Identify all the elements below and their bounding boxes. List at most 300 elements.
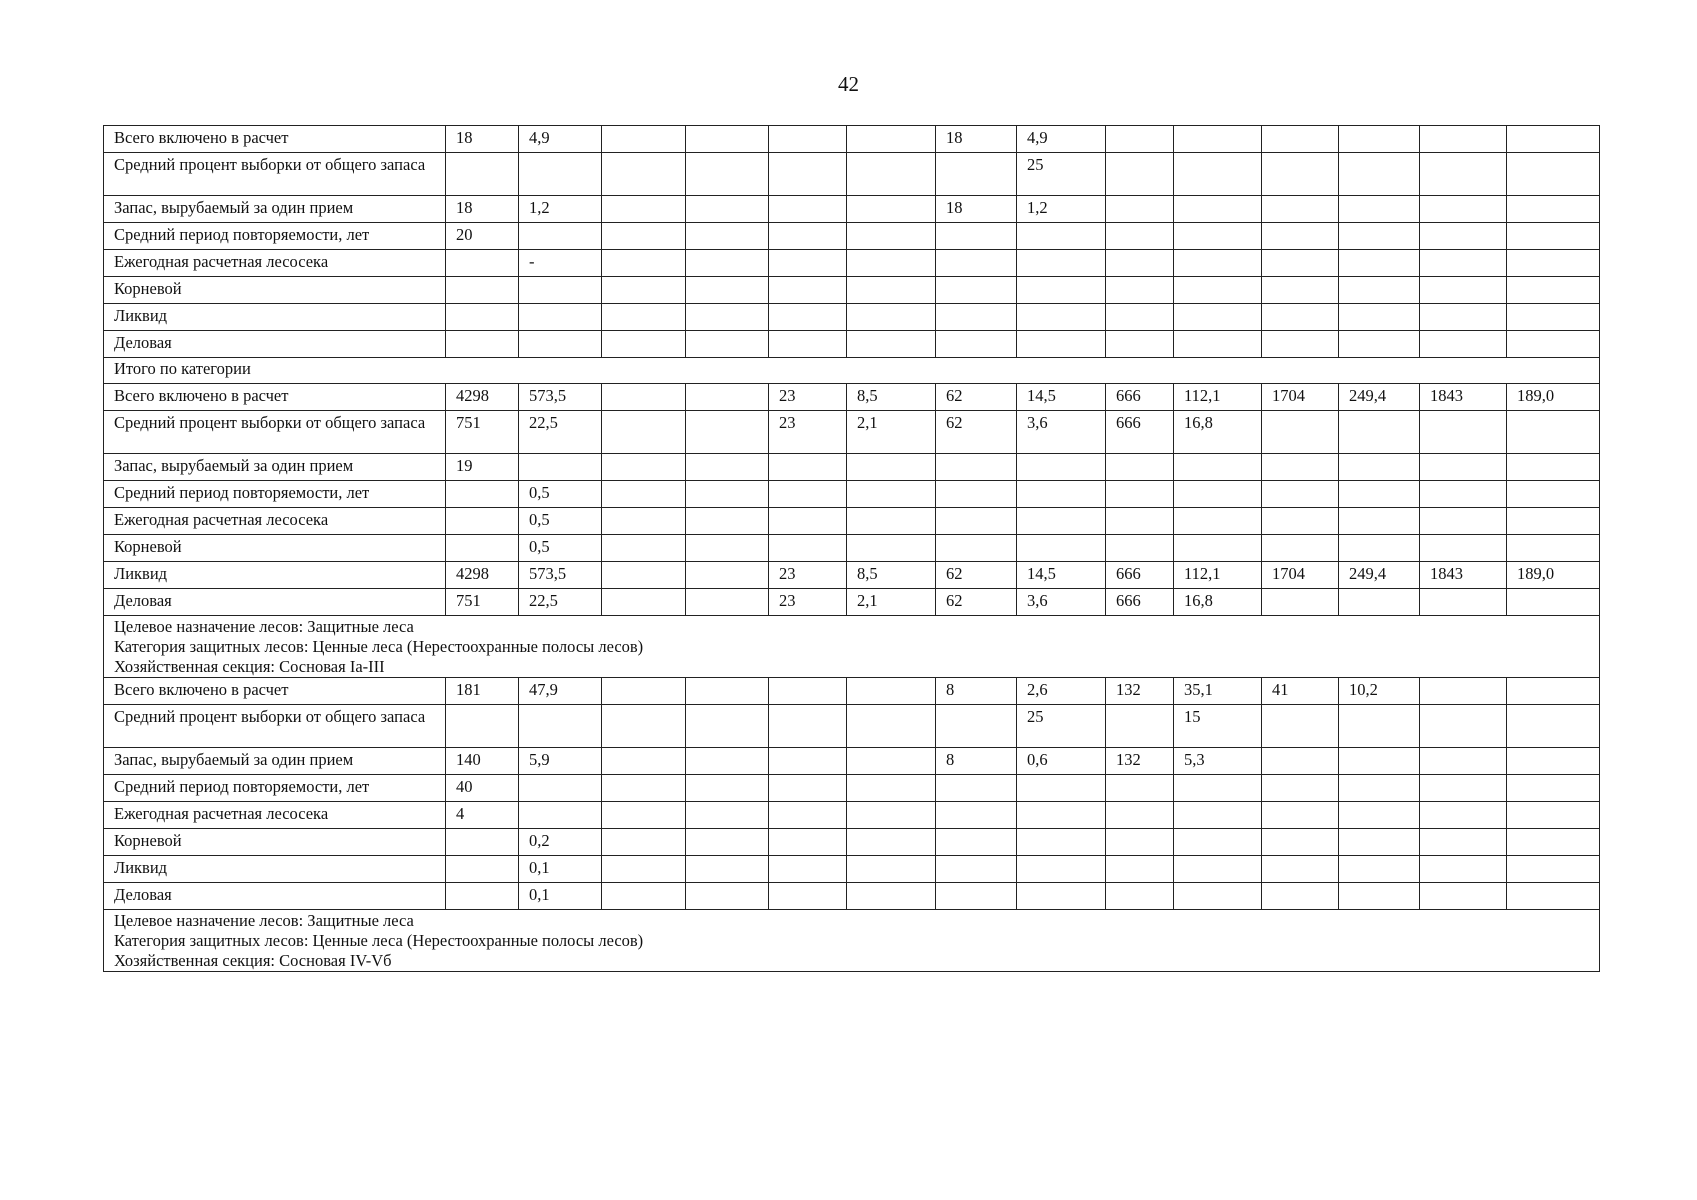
table-cell (1420, 856, 1507, 883)
table-cell (446, 705, 519, 748)
table-cell (1507, 535, 1600, 562)
section-header-line: Хозяйственная секция: Сосновая Ia-III (114, 657, 385, 676)
table-cell (1174, 223, 1262, 250)
table-cell: 62 (936, 562, 1017, 589)
table-cell: 0,2 (519, 829, 602, 856)
table-cell: 249,4 (1339, 384, 1420, 411)
table-cell (1106, 153, 1174, 196)
table-cell (1339, 705, 1420, 748)
table-cell (1507, 223, 1600, 250)
table-cell: 181 (446, 678, 519, 705)
table-cell (847, 454, 936, 481)
row-label: Ликвид (104, 562, 446, 589)
table-cell (602, 705, 686, 748)
table-cell: 0,1 (519, 883, 602, 910)
table-cell (1262, 277, 1339, 304)
row-label: Ежегодная расчетная лесосека (104, 508, 446, 535)
table-cell (1174, 277, 1262, 304)
table-cell: 573,5 (519, 562, 602, 589)
section-header-row (104, 910, 1600, 972)
table-cell (602, 126, 686, 153)
table-cell (686, 535, 769, 562)
table-cell: 22,5 (519, 589, 602, 616)
table-cell (1420, 802, 1507, 829)
table-cell (1262, 153, 1339, 196)
table-cell (1262, 196, 1339, 223)
table-cell (1106, 331, 1174, 358)
table-cell: 14,5 (1017, 384, 1106, 411)
table-cell (769, 196, 847, 223)
table-cell (1420, 883, 1507, 910)
section-header-cell (104, 616, 1600, 678)
table-cell (1262, 856, 1339, 883)
table-cell: 4,9 (519, 126, 602, 153)
table-cell (446, 856, 519, 883)
table-cell: 23 (769, 562, 847, 589)
table-cell (847, 748, 936, 775)
table-cell (1017, 250, 1106, 277)
table-cell (602, 748, 686, 775)
table-cell: 3,6 (1017, 589, 1106, 616)
table-cell (602, 454, 686, 481)
page-number: 42 (838, 72, 859, 96)
table-cell (1262, 883, 1339, 910)
row-label: Средний период повторяемости, лет (104, 481, 446, 508)
table-cell (602, 802, 686, 829)
table-cell (1420, 304, 1507, 331)
table-cell (602, 883, 686, 910)
table-cell (847, 829, 936, 856)
table-cell: 1,2 (1017, 196, 1106, 223)
section-header-cell (104, 358, 1600, 384)
table-cell (769, 277, 847, 304)
table-cell (602, 829, 686, 856)
table-row (104, 454, 1600, 481)
table-cell (847, 304, 936, 331)
table-cell (1262, 508, 1339, 535)
table-cell: 25 (1017, 705, 1106, 748)
table-cell (847, 802, 936, 829)
table-cell (936, 223, 1017, 250)
table-cell (769, 454, 847, 481)
table-cell (1017, 829, 1106, 856)
table-cell (936, 705, 1017, 748)
table-cell (1420, 411, 1507, 454)
table-cell (602, 304, 686, 331)
table-cell (1174, 481, 1262, 508)
table-row (104, 535, 1600, 562)
table-cell: 40 (446, 775, 519, 802)
table-cell: 0,5 (519, 481, 602, 508)
table-cell (769, 250, 847, 277)
table-cell: 666 (1106, 562, 1174, 589)
table-cell (686, 775, 769, 802)
table-cell (686, 304, 769, 331)
table-cell (1507, 775, 1600, 802)
table-cell: 1843 (1420, 384, 1507, 411)
table-cell (769, 508, 847, 535)
table-cell (686, 562, 769, 589)
table-cell: 18 (936, 126, 1017, 153)
table-cell (1106, 454, 1174, 481)
table-cell (519, 304, 602, 331)
table-cell: 666 (1106, 384, 1174, 411)
table-cell (847, 331, 936, 358)
table-cell (936, 856, 1017, 883)
table-cell (769, 535, 847, 562)
table-cell (519, 331, 602, 358)
row-label: Всего включено в расчет (104, 126, 446, 153)
section-header-row (104, 358, 1600, 384)
table-cell (1420, 250, 1507, 277)
table-cell: 249,4 (1339, 562, 1420, 589)
row-label: Всего включено в расчет (104, 678, 446, 705)
table-cell (1339, 775, 1420, 802)
table-row (104, 802, 1600, 829)
table-cell (847, 196, 936, 223)
table-cell: 4 (446, 802, 519, 829)
table-cell (602, 481, 686, 508)
table-cell: 1704 (1262, 384, 1339, 411)
table-cell (1507, 802, 1600, 829)
table-cell (769, 304, 847, 331)
table-row (104, 250, 1600, 277)
table-cell (847, 508, 936, 535)
table-cell (1420, 196, 1507, 223)
table-cell (686, 277, 769, 304)
table-cell (1507, 411, 1600, 454)
table-cell: 112,1 (1174, 562, 1262, 589)
table-cell (769, 829, 847, 856)
table-cell (936, 481, 1017, 508)
table-cell (1507, 589, 1600, 616)
table-cell (602, 678, 686, 705)
table-cell (1017, 883, 1106, 910)
table-row (104, 775, 1600, 802)
table-cell (1174, 196, 1262, 223)
table-cell (519, 454, 602, 481)
table-cell (1106, 856, 1174, 883)
table-cell (847, 705, 936, 748)
table-cell (1420, 508, 1507, 535)
row-label: Ликвид (104, 856, 446, 883)
table-cell (1017, 223, 1106, 250)
table-cell (1339, 250, 1420, 277)
table-cell (446, 153, 519, 196)
table-cell (1507, 856, 1600, 883)
table-cell (1339, 481, 1420, 508)
table-cell (1507, 126, 1600, 153)
table-cell (1262, 454, 1339, 481)
table-cell (686, 508, 769, 535)
table-cell (686, 126, 769, 153)
table-cell (769, 331, 847, 358)
row-label: Ежегодная расчетная лесосека (104, 802, 446, 829)
table-cell (1106, 705, 1174, 748)
table-cell (602, 384, 686, 411)
table-cell (1420, 454, 1507, 481)
table-cell (1174, 802, 1262, 829)
table-cell: 18 (936, 196, 1017, 223)
row-label: Корневой (104, 535, 446, 562)
row-label: Деловая (104, 589, 446, 616)
table-row (104, 705, 1600, 748)
table-row (104, 562, 1600, 589)
table-cell (936, 277, 1017, 304)
table-cell (1420, 748, 1507, 775)
table-cell (686, 196, 769, 223)
table-cell: 2,1 (847, 589, 936, 616)
table-cell (686, 883, 769, 910)
table-cell (936, 508, 1017, 535)
table-cell (847, 678, 936, 705)
table-cell (1262, 331, 1339, 358)
table-cell (1017, 856, 1106, 883)
table-cell (1017, 277, 1106, 304)
table-cell (1174, 153, 1262, 196)
table-cell: 4298 (446, 384, 519, 411)
table-cell: 35,1 (1174, 678, 1262, 705)
table-cell (519, 277, 602, 304)
table-cell (602, 277, 686, 304)
section-header-line: Хозяйственная секция: Сосновая IV-Vб (114, 951, 392, 970)
table-cell (936, 883, 1017, 910)
row-label: Деловая (104, 883, 446, 910)
table-row (104, 223, 1600, 250)
table-cell (602, 856, 686, 883)
table-cell (602, 775, 686, 802)
table-cell (1262, 589, 1339, 616)
table-cell: 189,0 (1507, 562, 1600, 589)
table-cell (446, 508, 519, 535)
table-cell: 112,1 (1174, 384, 1262, 411)
table-cell (1420, 829, 1507, 856)
table-cell (769, 481, 847, 508)
table-cell (1339, 856, 1420, 883)
table-cell (1262, 535, 1339, 562)
table-cell (1106, 196, 1174, 223)
section-header-line: Целевое назначение лесов: Защитные леса (114, 911, 414, 930)
table-cell (1106, 883, 1174, 910)
table-cell (1339, 589, 1420, 616)
table-cell (1174, 856, 1262, 883)
table-cell (686, 331, 769, 358)
table-row (104, 748, 1600, 775)
table-cell (1507, 153, 1600, 196)
table-cell (847, 883, 936, 910)
table-cell (602, 535, 686, 562)
table-row (104, 304, 1600, 331)
table-cell (1420, 678, 1507, 705)
table-cell: 23 (769, 589, 847, 616)
table-cell (1507, 748, 1600, 775)
table-cell (686, 705, 769, 748)
row-label: Средний процент выборки от общего запаса (104, 411, 446, 454)
table-cell (847, 126, 936, 153)
table-cell (1174, 775, 1262, 802)
table-cell: 4,9 (1017, 126, 1106, 153)
row-label: Деловая (104, 331, 446, 358)
table-cell (936, 153, 1017, 196)
row-label: Корневой (104, 277, 446, 304)
table-cell: 0,5 (519, 508, 602, 535)
table-cell: 5,3 (1174, 748, 1262, 775)
table-cell: 751 (446, 411, 519, 454)
table-cell (1507, 304, 1600, 331)
table-cell (1174, 454, 1262, 481)
table-cell (1339, 304, 1420, 331)
table-cell: 14,5 (1017, 562, 1106, 589)
table-cell (1262, 748, 1339, 775)
table-cell (847, 775, 936, 802)
table-cell (1339, 748, 1420, 775)
table-cell (1420, 223, 1507, 250)
table-cell (936, 454, 1017, 481)
row-label: Запас, вырубаемый за один прием (104, 454, 446, 481)
table-cell: 10,2 (1339, 678, 1420, 705)
table-cell (1507, 250, 1600, 277)
table-cell (686, 250, 769, 277)
table-cell: 5,9 (519, 748, 602, 775)
table-cell (1507, 454, 1600, 481)
table-cell: 8,5 (847, 384, 936, 411)
table-cell (1339, 411, 1420, 454)
table-cell (1262, 250, 1339, 277)
table-cell (847, 153, 936, 196)
table-cell (769, 748, 847, 775)
table-cell (1017, 535, 1106, 562)
table-cell (847, 535, 936, 562)
table-row (104, 829, 1600, 856)
table-cell (1017, 454, 1106, 481)
table-cell (1339, 535, 1420, 562)
table-cell: 666 (1106, 411, 1174, 454)
table-cell (936, 829, 1017, 856)
table-cell: 0,5 (519, 535, 602, 562)
table-cell (769, 223, 847, 250)
table-cell (769, 126, 847, 153)
table-cell: 23 (769, 384, 847, 411)
table-cell (1420, 153, 1507, 196)
table-cell (686, 454, 769, 481)
table-cell (769, 883, 847, 910)
table-cell (936, 304, 1017, 331)
table-cell: 0,1 (519, 856, 602, 883)
table-row (104, 856, 1600, 883)
table-row (104, 331, 1600, 358)
cutting-area-table (103, 125, 1600, 972)
table-cell (1174, 126, 1262, 153)
table-cell (1339, 196, 1420, 223)
table-cell: 62 (936, 411, 1017, 454)
row-label: Корневой (104, 829, 446, 856)
table-cell (1420, 705, 1507, 748)
table-cell (1106, 304, 1174, 331)
table-cell (1420, 481, 1507, 508)
table-cell (1017, 775, 1106, 802)
table-cell (602, 411, 686, 454)
table-cell (1339, 802, 1420, 829)
table-cell (1507, 678, 1600, 705)
table-cell (686, 829, 769, 856)
table-cell (1262, 705, 1339, 748)
table-cell (1262, 223, 1339, 250)
row-label: Ежегодная расчетная лесосека (104, 250, 446, 277)
table-cell (1339, 331, 1420, 358)
table-cell (1339, 829, 1420, 856)
table-row (104, 126, 1600, 153)
table-cell (686, 678, 769, 705)
table-row (104, 384, 1600, 411)
table-cell (519, 705, 602, 748)
table-cell: 62 (936, 384, 1017, 411)
row-label: Ликвид (104, 304, 446, 331)
table-cell (1507, 705, 1600, 748)
table-cell (1262, 829, 1339, 856)
table-cell (1339, 223, 1420, 250)
table-cell: 3,6 (1017, 411, 1106, 454)
table-cell: 19 (446, 454, 519, 481)
table-cell (1339, 883, 1420, 910)
table-cell (686, 384, 769, 411)
table-cell: 2,6 (1017, 678, 1106, 705)
table-row (104, 196, 1600, 223)
table-cell (1507, 883, 1600, 910)
table-cell (936, 775, 1017, 802)
table-cell: 751 (446, 589, 519, 616)
table-cell (1262, 802, 1339, 829)
table-cell (847, 856, 936, 883)
table-cell (1420, 331, 1507, 358)
table-cell (1174, 883, 1262, 910)
table-cell (1106, 802, 1174, 829)
table-cell (1420, 277, 1507, 304)
table-cell (769, 775, 847, 802)
table-row (104, 678, 1600, 705)
table-cell (1174, 304, 1262, 331)
table-cell (769, 678, 847, 705)
table-cell: 18 (446, 196, 519, 223)
table-cell (446, 331, 519, 358)
table-cell (769, 802, 847, 829)
table-cell (1262, 481, 1339, 508)
row-label: Всего включено в расчет (104, 384, 446, 411)
table-cell: 132 (1106, 678, 1174, 705)
table-cell (769, 153, 847, 196)
table-cell (1262, 411, 1339, 454)
table-cell: 8 (936, 748, 1017, 775)
row-label: Средний период повторяемости, лет (104, 223, 446, 250)
table-cell: 8,5 (847, 562, 936, 589)
table-cell (1420, 535, 1507, 562)
table-cell: 1,2 (519, 196, 602, 223)
section-header-line: Итого по категории (114, 359, 251, 378)
table-cell (686, 589, 769, 616)
section-header-line: Категория защитных лесов: Ценные леса (Нерестоохранные полосы лесов) (114, 931, 644, 950)
table-row (104, 153, 1600, 196)
row-label: Средний процент выборки от общего запаса (104, 705, 446, 748)
table-cell (847, 250, 936, 277)
table-cell (519, 802, 602, 829)
table-cell (1507, 508, 1600, 535)
table-cell (1507, 481, 1600, 508)
table-cell (446, 535, 519, 562)
table-cell (602, 508, 686, 535)
table-cell (446, 481, 519, 508)
table-cell (1174, 508, 1262, 535)
table-cell (1339, 153, 1420, 196)
table-cell (936, 331, 1017, 358)
